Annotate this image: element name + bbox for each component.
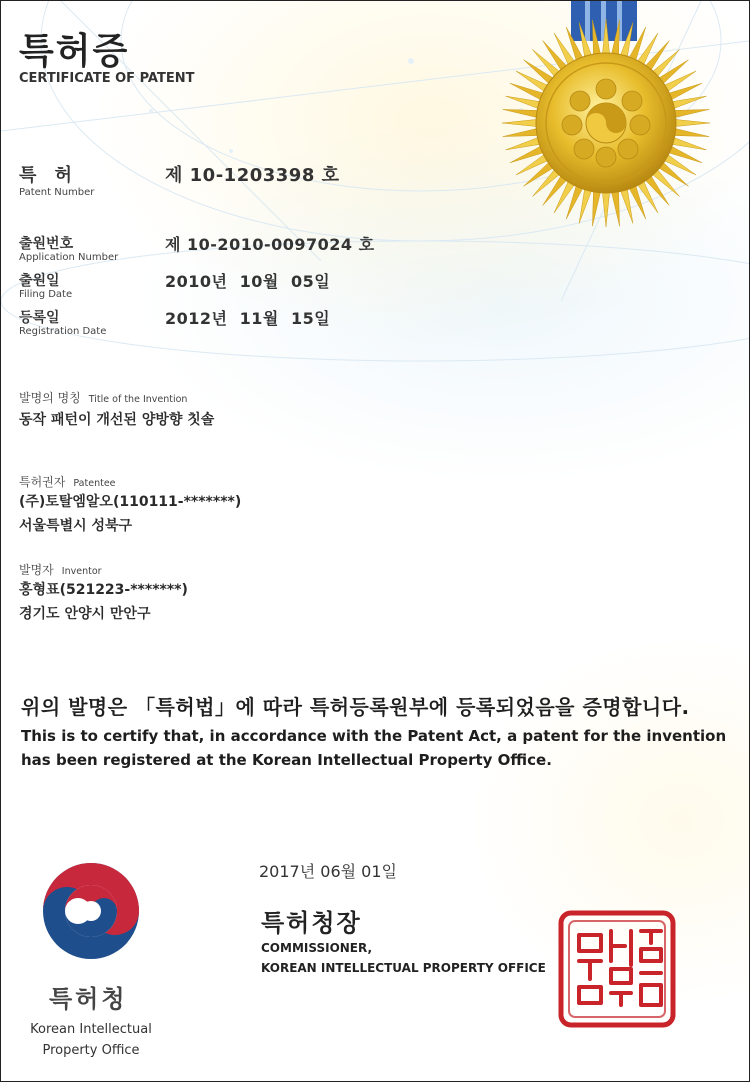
- emblem-ray: [503, 128, 541, 137]
- registration-date-label: 등록일: [19, 310, 60, 326]
- commissioner-en-2: KOREAN INTELLECTUAL PROPERTY OFFICE: [261, 961, 546, 975]
- patentee-name: (주)토탈엠알오(110111-*******): [19, 494, 242, 510]
- patentee-label-en: Patentee: [73, 478, 116, 489]
- inventor-address: 경기도 안양시 만안구: [19, 606, 151, 622]
- certification-statement-en-2: has been registered at the Korean Intellectual Property Office.: [21, 751, 552, 769]
- emblem-ray: [503, 109, 541, 118]
- inventor-name: 홍형표(521223-*******): [19, 582, 188, 598]
- kipo-name-en-2: Property Office: [42, 1043, 140, 1058]
- patent-number-value: 제 10-1203398 호: [165, 165, 340, 186]
- commissioner-title: 특허청장: [261, 909, 362, 937]
- filing-date-label-en: Filing Date: [19, 289, 73, 300]
- patentee-section-label: [19, 471, 116, 490]
- issue-date: 2017년 06월 01일: [259, 862, 397, 881]
- emblem-ray: [592, 20, 601, 58]
- red-official-seal-icon: [557, 909, 677, 1029]
- inventor-label: 발명자: [19, 563, 54, 577]
- emblem-ray: [671, 109, 709, 118]
- application-number-value: 제 10-2010-0097024 호: [165, 235, 375, 254]
- inventor-section-label: [19, 559, 102, 578]
- invention-label: 발명의 명칭: [19, 391, 81, 405]
- commissioner-en-1: COMMISSIONER,: [261, 941, 373, 955]
- emblem-ray: [611, 20, 620, 58]
- kipo-name-ko: 특허청: [49, 985, 128, 1013]
- certification-statement-ko: 위의 발명은 「특허법」에 따라 특허등록원부에 등록되었음을 증명합니다.: [21, 695, 690, 719]
- patentee-address: 서울특별시 성북구: [19, 518, 133, 534]
- inventor-label-en: Inventor: [61, 566, 102, 577]
- kipo-taegeuk-logo-icon: [39, 859, 143, 963]
- application-number-label-en: Application Number: [19, 252, 119, 263]
- emblem-ray: [672, 119, 710, 127]
- emblem-ray: [602, 189, 610, 227]
- certificate-subtitle: CERTIFICATE OF PATENT: [19, 71, 195, 86]
- registration-date-label-en: Registration Date: [19, 326, 107, 337]
- emblem-ray: [502, 119, 540, 127]
- filing-date-label: 출원일: [19, 273, 60, 289]
- kipo-name-en-1: Korean Intellectual: [30, 1022, 152, 1037]
- patent-number-label: 특 허: [19, 165, 79, 186]
- patent-number-label-en: Patent Number: [19, 187, 95, 198]
- emblem-ray: [611, 188, 620, 226]
- invention-title: 동작 패턴이 개선된 양방향 칫솔: [19, 412, 215, 428]
- certificate-title: 특허증: [19, 31, 130, 72]
- filing-date-value: 2010년 10월 05일: [165, 272, 331, 291]
- emblem-ray: [592, 188, 601, 226]
- application-number-label: 출원번호: [19, 236, 74, 252]
- certification-statement-en-1: This is to certify that, in accordance with the Patent Act, a patent for the invention: [21, 727, 727, 745]
- emblem-ray: [602, 19, 610, 57]
- emblem-ray: [671, 128, 709, 137]
- gold-national-emblem-icon: [498, 15, 714, 231]
- patentee-label: 특허권자: [19, 475, 66, 489]
- invention-label-en: Title of the Invention: [88, 394, 188, 405]
- registration-date-value: 2012년 11월 15일: [165, 309, 331, 328]
- invention-section-label: [19, 387, 187, 406]
